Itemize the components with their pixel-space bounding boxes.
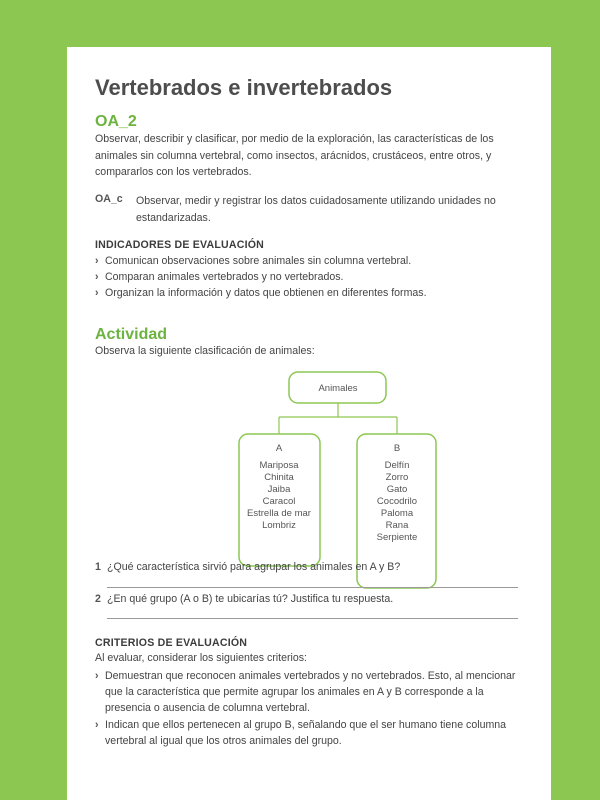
group-a-item: Jaiba: [267, 484, 291, 495]
question-number: 1: [95, 561, 101, 573]
group-b-label: B: [393, 443, 401, 454]
criteria-list: [95, 668, 525, 749]
group-a-item: Caracol: [262, 496, 296, 507]
question-number: 2: [95, 593, 101, 605]
activity-heading: Actividad: [95, 326, 168, 343]
group-a-label: A: [275, 443, 283, 454]
group-b-item: Cocodrilo: [376, 496, 418, 507]
chevron-right-icon: ›: [95, 271, 99, 284]
group-b-item: Zorro: [385, 472, 409, 483]
list-item: › Comparan animales vertebrados y no vertebrados.: [95, 269, 525, 285]
group-b-item: Rana: [385, 520, 409, 531]
group-b-item: Gato: [386, 484, 408, 495]
group-a-item: Estrella de mar: [247, 508, 311, 519]
question-1: [95, 561, 525, 573]
group-a-item: Lombriz: [262, 520, 296, 531]
group-b-item: Serpiente: [376, 532, 418, 543]
list-item: › Demuestran que reconocen animales vertebrados y no vertebrados. Esto, al mencionar que la característica que permite agrupar los animales en A y B corresponde a la presencia o ausencia de columna vertebral.: [95, 670, 516, 715]
question-text: ¿Qué característica sirvió para agrupar los animales en A y B?: [107, 561, 401, 573]
chevron-right-icon: ›: [95, 718, 99, 731]
indicators-heading: INDICADORES DE EVALUACIÓN: [95, 239, 265, 251]
group-b-item: Paloma: [380, 508, 414, 519]
group-b-item: Delfín: [384, 460, 410, 471]
page-title: Vertebrados e invertebrados: [95, 75, 393, 100]
answer-line-1[interactable]: [107, 587, 518, 588]
list-item: › Indican que ellos pertenecen al grupo B, señalando que el ser humano tiene columna vertebral al igual que los otros animales del grupo.: [95, 718, 507, 747]
objective-code: OA_2: [95, 113, 137, 130]
group-a-item: Chinita: [264, 472, 294, 483]
diagram-root-label: Animales: [318, 383, 358, 394]
chevron-right-icon: ›: [95, 287, 99, 300]
list-item: › Comunican observaciones sobre animales sin columna vertebral.: [95, 253, 525, 269]
worksheet-page: [67, 47, 551, 800]
question-text: ¿En qué grupo (A o B) te ubicarías tú? Justifica tu respuesta.: [107, 593, 394, 605]
chevron-right-icon: ›: [95, 670, 99, 682]
criteria-intro: Al evaluar, considerar los siguientes criterios:: [95, 652, 307, 664]
activity-instruction: Observa la siguiente clasificación de animales:: [95, 345, 315, 357]
list-item: › Organizan la información y datos que obtienen en diferentes formas.: [95, 285, 525, 301]
question-2: [95, 593, 525, 605]
chevron-right-icon: ›: [95, 255, 99, 267]
skill-code: OA_c: [95, 193, 123, 205]
objective-text: Observar, describir y clasificar, por medio de la exploración, las características de los animales sin columna vertebral, como insectos, arácnidos, crustáceos, entre otros, y compararlos con los vertebrados.: [95, 133, 494, 178]
indicators-list: [95, 253, 525, 302]
skill-text: Observar, medir y registrar los datos cuidadosamente utilizando unidades no estandarizadas.: [136, 195, 496, 224]
group-a-item: Mariposa: [259, 460, 299, 471]
criteria-heading: CRITERIOS DE EVALUACIÓN: [95, 637, 248, 649]
answer-line-2[interactable]: [107, 618, 518, 619]
